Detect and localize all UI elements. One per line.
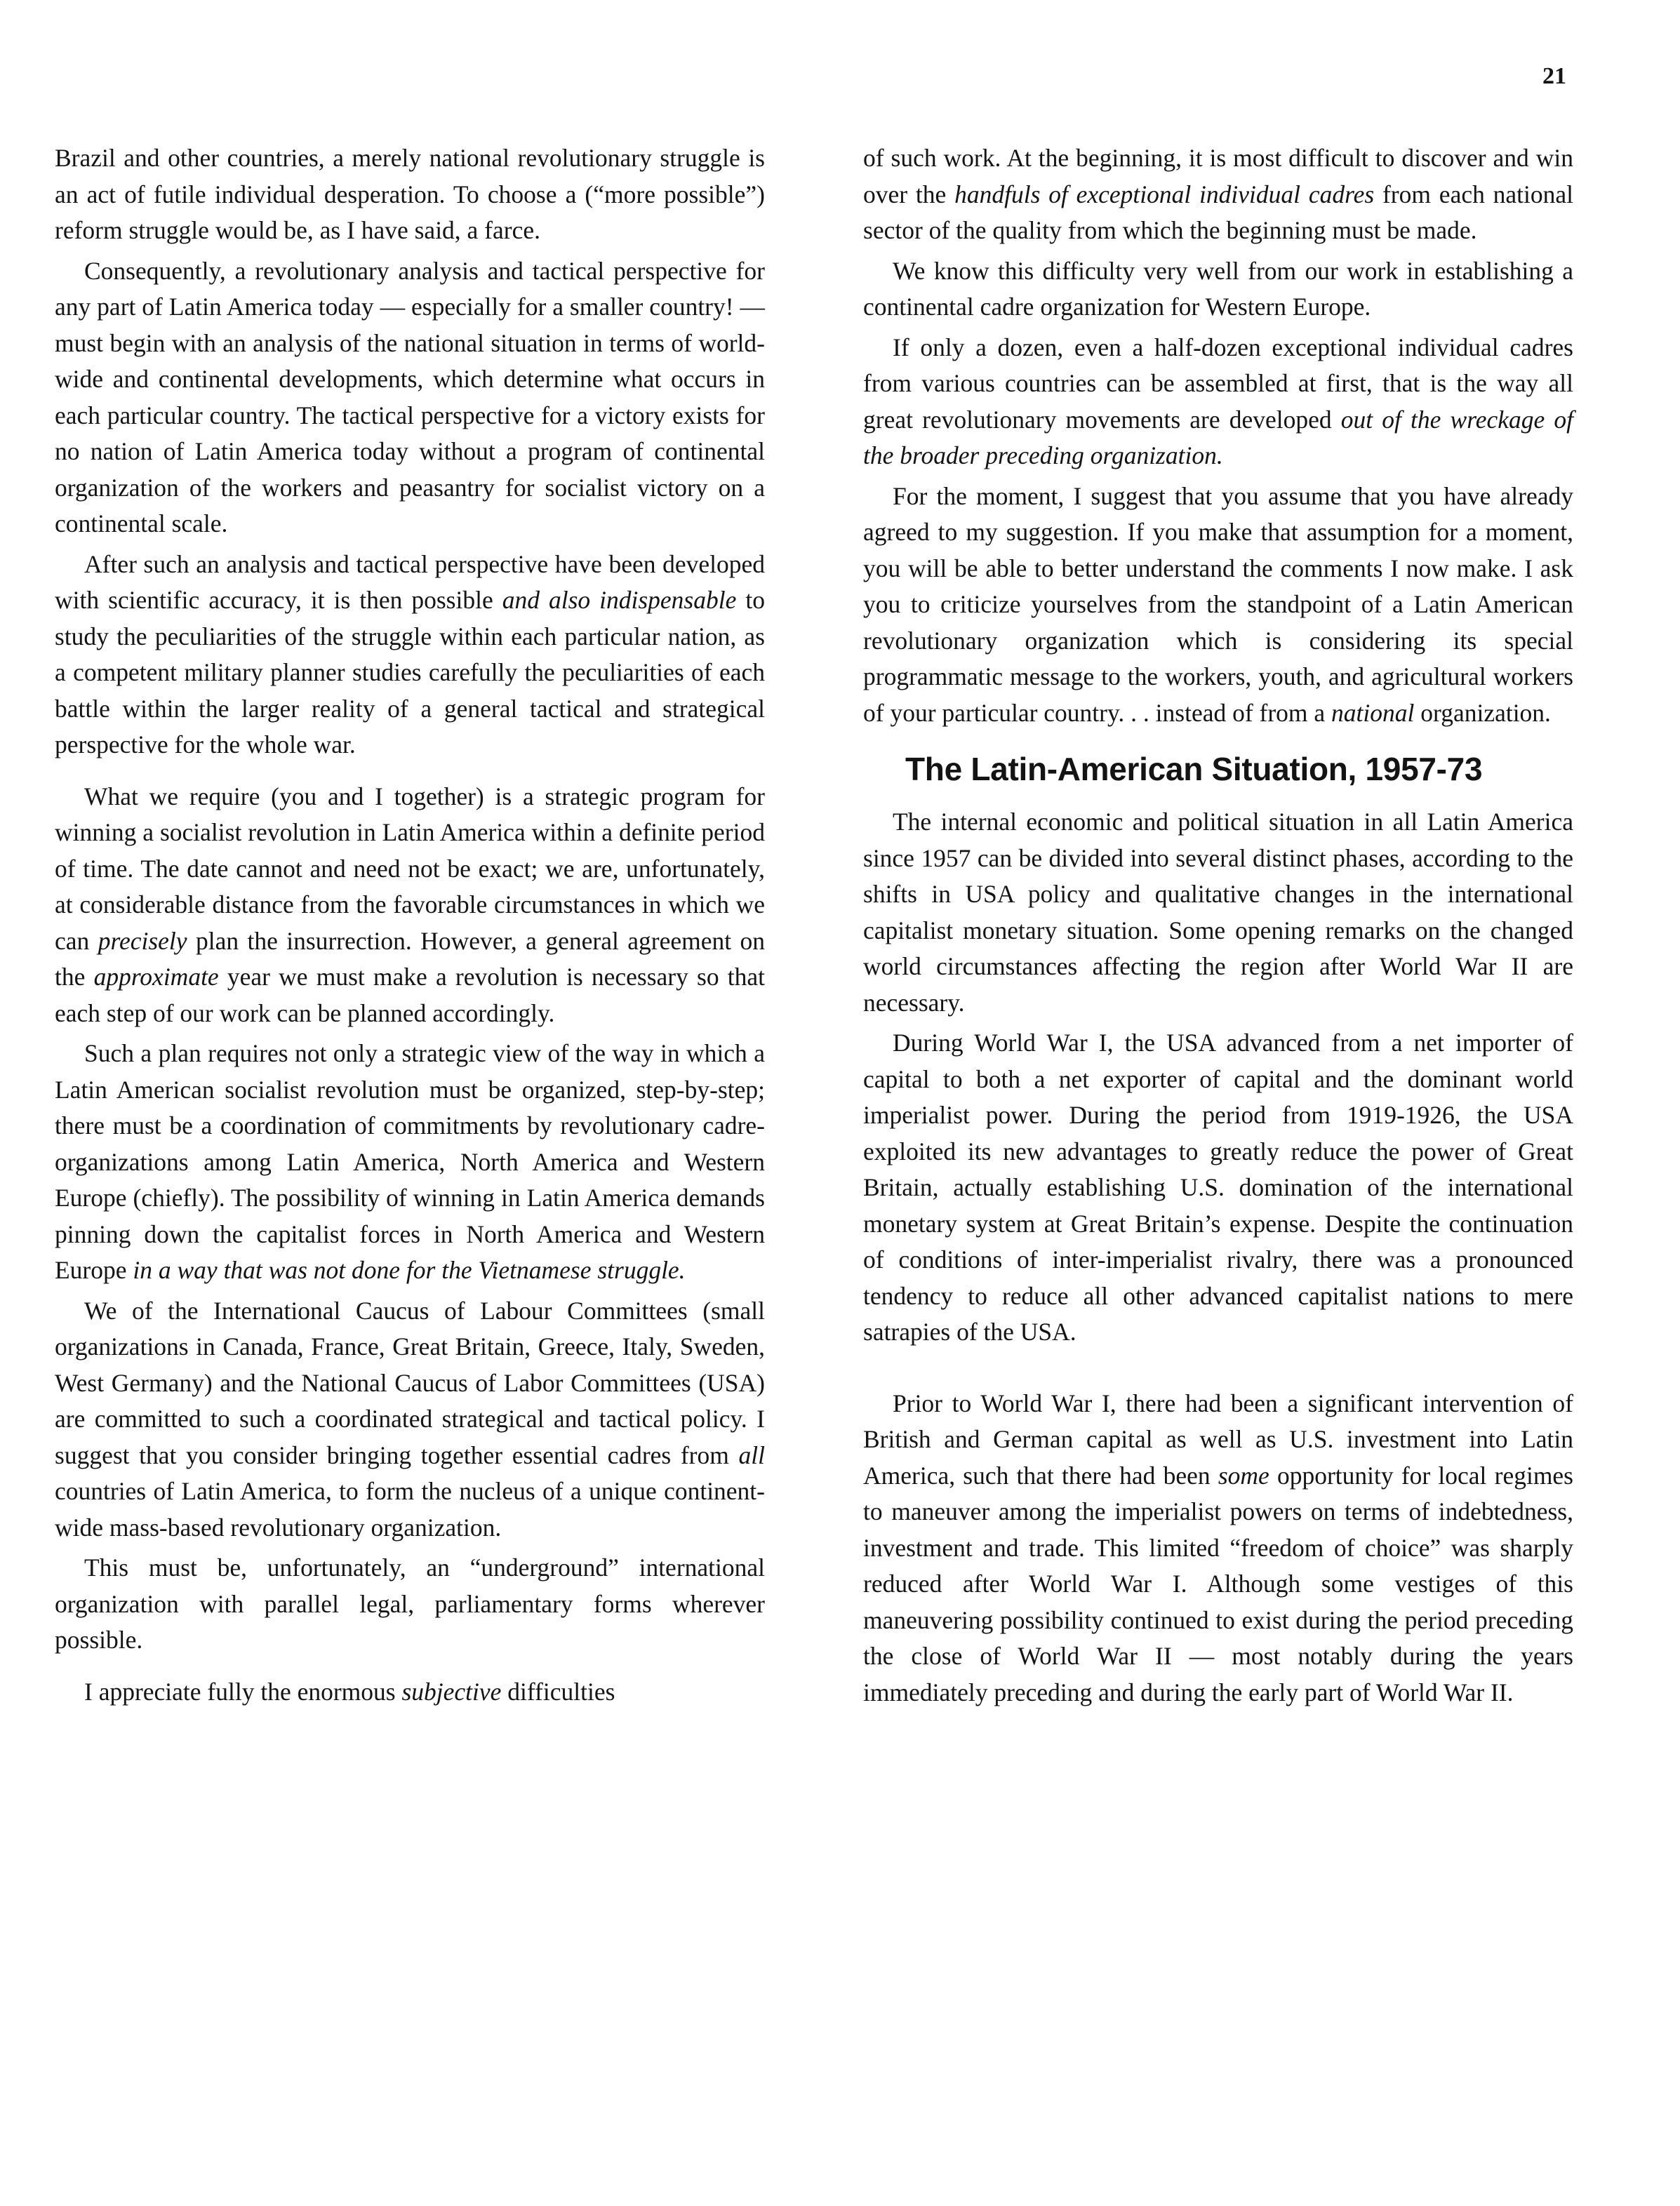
paragraph-text: The internal economic and political situation in all Latin America since 1957 can be divided into several distinct phases, according to the shifts in USA policy and qualitative changes in the international capitalist monetary situation. Some opening remarks on the changed world circumstances affecting the region after World War II are necessary. xyxy=(863,808,1573,1017)
paragraph xyxy=(863,1025,1573,1351)
paragraph xyxy=(55,1674,765,1711)
paragraph xyxy=(55,547,765,763)
paragraph xyxy=(55,779,765,1032)
paragraph-text: What we require (you and I together) is a strategic program for winning a socialist revolution in Latin America within a definite period of time. The date cannot and need not be exact; we are, unfortunately, at considerable distance from the favorable circumstances in which we can xyxy=(55,782,765,955)
italic-text: precisely xyxy=(98,926,187,955)
paragraph-text: of such work. At the beginning, it is most difficult to discover and win over the xyxy=(863,144,1573,208)
paragraph-text: During World War I, the USA advanced from a net importer of capital to both a net exporter of capital and the dominant world imperialist power. During the period from 1919-1926, the USA exploited its new advantages to greatly reduce the power of Great Britain, actually establishing U.S. domination of the international monetary system at Great Britain’s expense. Despite the continuation of conditions of inter-imperialist rivalry, there was a pronounced tendency to reduce all other advanced capitalist nations to mere satrapies of the USA. xyxy=(863,1029,1573,1346)
paragraph-text: to study the peculiarities of the struggle within each particular nation, as a competent military planner studies carefully the peculiarities of each battle within the larger reality of a general tactical and strategical perspective for the whole war. xyxy=(55,586,765,758)
paragraph-text: countries of Latin America, to form the nucleus of a unique continent-wide mass-based revolutionary organization. xyxy=(55,1477,765,1542)
italic-text: subjective xyxy=(401,1677,502,1706)
paragraph-text: I appreciate fully the enormous xyxy=(84,1677,402,1706)
paragraph xyxy=(863,1386,1573,1711)
paragraph-text: year we must make a revolution is necessary so that each step of our work can be planned accordingly. xyxy=(55,963,766,1027)
paragraph xyxy=(55,1550,765,1659)
paragraph xyxy=(55,140,765,249)
left-column xyxy=(55,140,765,1714)
italic-text: approximate xyxy=(93,963,219,991)
right-column xyxy=(863,140,1573,1715)
italic-text: handfuls of exceptional individual cadres xyxy=(954,180,1375,208)
paragraph-text: After such an analysis and tactical perspective have been developed with scientific accuracy, it is then possible xyxy=(55,549,765,614)
italic-text: out of the wreckage of the broader preceding organization. xyxy=(863,405,1573,469)
paragraph xyxy=(863,140,1573,249)
italic-text: and also indispensable xyxy=(502,586,737,614)
paragraph-text: If only a dozen, even a half-dozen exceptional individual cadres from various countries can be assembled at first, that is the way all great revolutionary movements are developed xyxy=(863,333,1573,434)
paragraph-text: from each national sector of the quality from which the beginning must be made. xyxy=(863,180,1573,244)
paragraph-text: Prior to World War I, there had been a significant intervention of British and German capital as well as U.S. investment into Latin America, such that there had been xyxy=(863,1389,1573,1490)
paragraph xyxy=(863,253,1573,326)
paragraph-text: We know this difficulty very well from our work in establishing a continental cadre organization for Western Europe. xyxy=(863,256,1573,321)
paragraph xyxy=(55,1293,765,1546)
paragraph xyxy=(55,1036,765,1289)
paragraph-text: For the moment, I suggest that you assume that you have already agreed to my suggestion. If you make that assumption for a moment, you will be able to better understand the comments I now make. I ask you to criticize yourselves from the standpoint of a Latin American revolutionary organization which is considering its special programmatic message to the workers, youth, and agricultural workers of your particular country. . . instead of from a xyxy=(863,481,1573,727)
italic-text: in a way that was not done for the Vietnamese struggle. xyxy=(133,1256,686,1284)
paragraph xyxy=(55,253,765,542)
paragraph xyxy=(863,479,1573,732)
page-number: 21 xyxy=(1542,63,1566,89)
paragraph-text: Such a plan requires not only a strategic view of the way in which a Latin American socialist revolution must be organized, step-by-step; there must be a coordination of commitments by revolutionary cadre-organizations among Latin America, North America and Western Europe (chiefly). The possibility of winning in Latin America demands pinning down the capitalist forces in North America and Western Europe xyxy=(55,1039,765,1284)
italic-text: national xyxy=(1331,698,1415,727)
paragraph-text: organization. xyxy=(1414,698,1551,727)
paragraph xyxy=(863,804,1573,1021)
paragraph-text: opportunity for local regimes to maneuver among the imperialist powers on terms of indebtedness, investment and trade. This limited “freedom of choice” was sharply reduced after World War I. Although some vestiges of this maneuvering possibility continued to exist during the period preceding the close of World War II — most notably during the years immediately preceding and during the early part of World War II. xyxy=(863,1461,1574,1706)
section-heading: The Latin-American Situation, 1957-73 xyxy=(905,751,1483,787)
paragraph-text: We of the International Caucus of Labour Committees (small organizations in Canada, France, Great Britain, Greece, Italy, Sweden, West Germany) and the National Caucus of Labor Committees (USA) are committed to such a coordinated strategical and tactical policy. I suggest that you consider bringing together essential cadres from xyxy=(55,1296,765,1469)
paragraph-text: difficulties xyxy=(501,1677,615,1706)
italic-text: some xyxy=(1218,1461,1269,1490)
paragraph xyxy=(863,330,1573,474)
italic-text: all xyxy=(738,1440,765,1469)
paragraph-text: Brazil and other countries, a merely national revolutionary struggle is an act of futile individual desperation. To choose a (“more possible”) reform struggle would be, as I have said, a farce. xyxy=(55,144,765,244)
paragraph-text: plan the insurrection. However, a general agreement on the xyxy=(55,926,765,991)
paragraph-text: This must be, unfortunately, an “underground” international organization with parallel legal, parliamentary forms wherever possible. xyxy=(55,1553,765,1654)
paragraph-text: Consequently, a revolutionary analysis and tactical perspective for any part of Latin America today — especially for a smaller country! — must begin with an analysis of the national situation in terms of world-wide and continental developments, which determine what occurs in each particular country. The tactical perspective for a victory exists for no nation of Latin America today without a program of continental organization of the workers and peasantry for socialist victory on a continental scale. xyxy=(55,256,765,537)
